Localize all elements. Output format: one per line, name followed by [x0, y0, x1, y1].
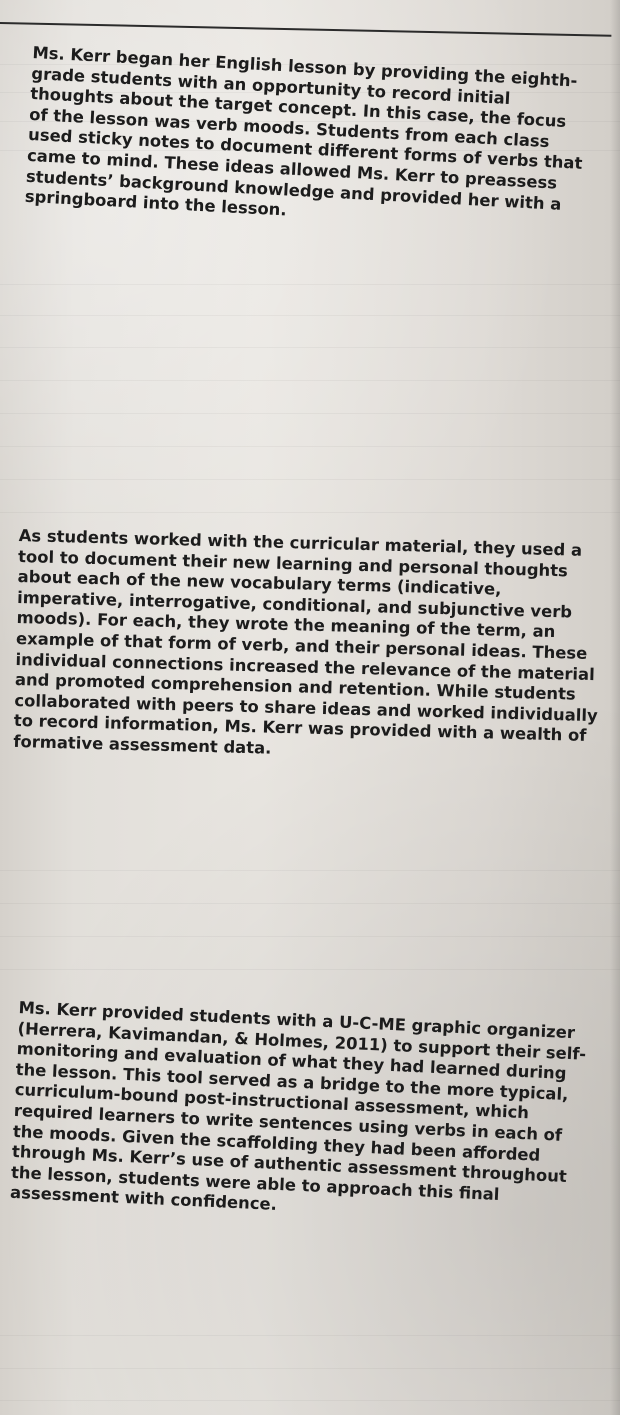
paragraph-2: As students worked with the curricular material, they used a tool to document their new learning and personal thoughts about each of the new vocabulary terms (indicative, imperative, interrogative, conditional, and subjunctive verb moods). For each, they wrote the meaning of the term, an example of that form of verb, and their personal ideas. These individual connections increased the relevance of the material and promoted comprehension and retention. While students collaborated with peers to share ideas and worked individually to record information, Ms. Kerr was provided with a wealth of formative assessment data. — [13, 526, 598, 758]
ghost-line — [0, 380, 620, 381]
ghost-line — [0, 347, 620, 348]
ghost-line — [0, 1368, 620, 1369]
ghost-line — [0, 870, 620, 871]
ghost-line — [0, 1335, 620, 1336]
ghost-line — [0, 512, 620, 513]
ghost-line — [0, 315, 620, 316]
page-shadow — [610, 0, 620, 1415]
ghost-line — [0, 936, 620, 937]
ghost-line — [0, 479, 620, 480]
ghost-line — [0, 446, 620, 447]
ghost-line — [0, 413, 620, 414]
ghost-line — [0, 1400, 620, 1401]
paragraph-1: Ms. Kerr began her English lesson by providing the eighth-grade students with an opportunity to record initial thoughts about the target concept. In this case, the focus of the lesson was verb moods. Students from each class used sticky notes to document different forms of verbs that came to mind. These ideas allowed Ms. Kerr to preassess students’ background knowledge and provided her with a springboard into the lesson. — [24, 43, 583, 220]
paragraph-3: Ms. Kerr provided students with a U-C-ME graphic organizer (Herrera, Kavimandan, & Holmes, 2011) to support their self-monitoring and evaluation of what they had learned during the lesson. This tool served as a bridge to the more typical, curriculum-bound post-instructional assessment, which required learners to write sentences using verbs in each of the moods. Given the scaffolding they had been afforded through Ms. Kerr’s use of authentic assessment throughout the lesson, students were able to approach this final assessment with confidence. — [9, 998, 587, 1215]
top-rule — [0, 0, 612, 37]
ghost-line — [0, 969, 620, 970]
ghost-line — [0, 903, 620, 904]
ghost-line — [0, 284, 620, 285]
